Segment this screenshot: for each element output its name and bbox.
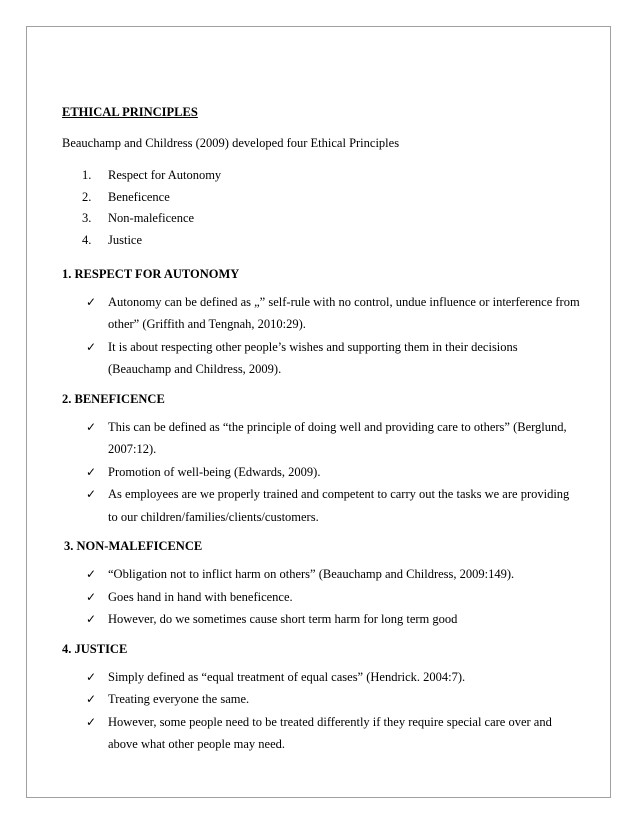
bullet-item: ✓ Simply defined as “equal treatment of equal cases” (Hendrick. 2004:7). [62,666,582,689]
checkmark-icon: ✓ [86,487,97,502]
list-item-label: Beneficence [108,189,170,204]
bullet-item: ✓ Promotion of well-being (Edwards, 2009). [62,461,582,484]
list-item: 4. Justice [82,233,143,248]
checkmark-icon: ✓ [86,294,97,309]
section-heading: 1. RESPECT FOR AUTONOMY [62,266,240,281]
document-body [62,104,582,766]
bullet-item: ✓ This can be defined as “the principle of doing well and providing care to others” (Berglund, 2007:12). [62,416,582,461]
intro-text: Beauchamp and Childress (2009) developed four Ethical Principles [62,136,400,150]
section-autonomy [62,266,582,381]
checkmark-icon: ✓ [86,419,97,434]
list-item: 1. Respect for Autonomy [82,168,222,182]
section-heading: 2. BENEFICENCE [62,391,165,406]
principles-list [82,165,582,252]
checkmark-icon: ✓ [86,692,97,707]
section-heading: 4. JUSTICE [62,641,128,656]
list-item: 3. Non-maleficence [82,211,195,226]
section-heading: 3. NON-MALEFICENCE [64,539,203,554]
bullet-item: ✓ Autonomy can be defined as „” self-rule with no control, undue influence or interference from other” (Griffith and Tengnah, 2010:29). [62,291,582,336]
bullet-item: ✓ Treating everyone the same. [62,688,582,711]
checkmark-icon: ✓ [86,339,97,354]
checkmark-icon: ✓ [86,589,97,604]
bullet-item: ✓ However, do we sometimes cause short term harm for long term good [62,608,582,631]
checkmark-icon: ✓ [86,464,97,479]
bullet-item: ✓ It is about respecting other people’s wishes and supporting them in their decisions (Beauchamp and Childress, 2009). [62,336,582,381]
section-beneficence [62,391,582,529]
bullet-item: ✓ Goes hand in hand with beneficence. [62,586,582,609]
checkmark-icon: ✓ [86,567,97,582]
checkmark-icon: ✓ [86,669,97,684]
checkmark-icon: ✓ [86,714,97,729]
list-item-label: Respect for Autonomy [108,168,222,182]
bullet-item: ✓ “Obligation not to inflict harm on others” (Beauchamp and Childress, 2009:149). [62,563,582,586]
checkmark-icon: ✓ [86,612,97,627]
section-non-maleficence [62,538,582,631]
list-item-label: Non-maleficence [108,211,195,226]
list-item: 2. Beneficence [82,189,170,204]
bullet-item: ✓ As employees are we properly trained and competent to carry out the tasks we are providing to our children/families/clients/customers. [62,483,582,528]
list-item-label: Justice [108,233,143,248]
section-justice [62,641,582,756]
document-title: ETHICAL PRINCIPLES [62,105,198,119]
bullet-item: ✓ However, some people need to be treated differently if they require special care over and above what other people may need. [62,711,582,756]
